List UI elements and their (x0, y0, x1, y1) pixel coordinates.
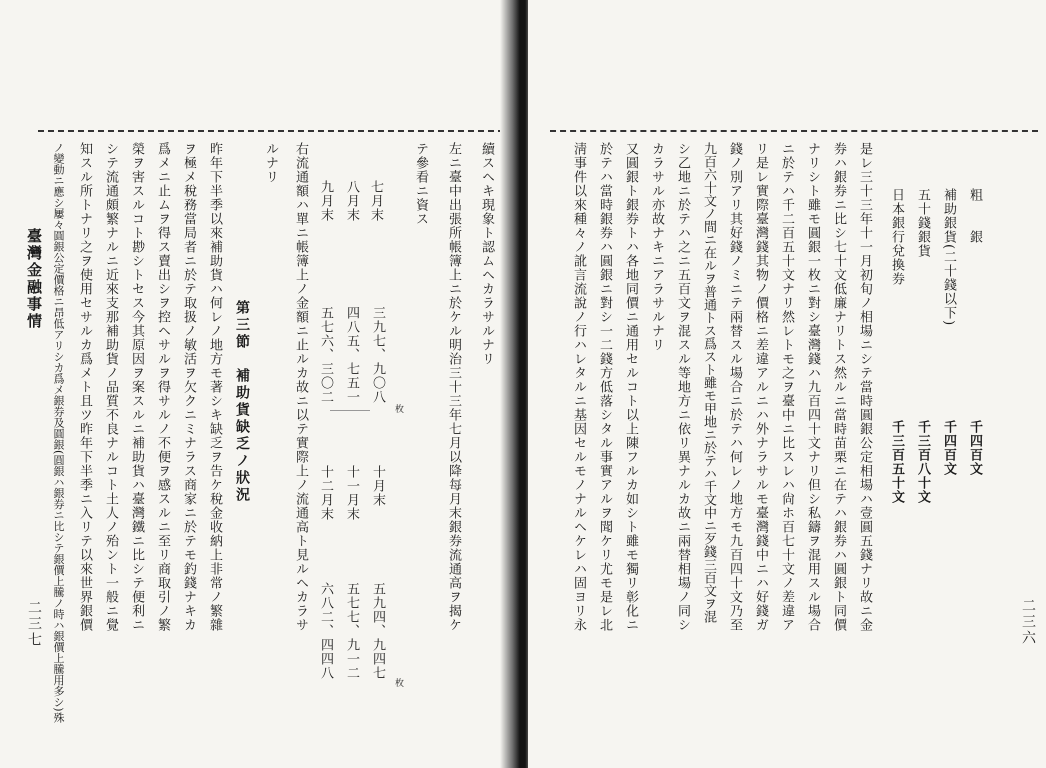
table-unit: 枚 (393, 404, 403, 413)
body-column: 錢ノ別アリ其好錢ノミニテ兩替スル場合ニ於テハ何レノ地方モ九百四十文乃至 (727, 142, 742, 632)
body-column: 昨年下半季以來補助貨ハ何レノ地方モ著シキ缺乏ヲ告ケ稅金收納上非常ノ繁雜 (207, 142, 222, 632)
body-column: シテ流通頗繁ナルニ近來支那補助貨ノ品質不良ナルコト土人ノ殆ント一般ニ覺 (103, 142, 118, 632)
left-page (0, 0, 512, 768)
table-row (368, 582, 387, 680)
body-column: ナリシト雖モ圓銀一枚ニ對シ臺灣錢ハ九百四十文ナリ但シ私鑄ヲ混用スル場合 (805, 142, 820, 632)
list-label: 補助銀貨(二十錢以下) (941, 188, 956, 327)
text-column: 右流通額ハ單ニ帳簿上ノ金額ニ止ルカ故ニ以テ實際上ノ流通高ト見ルヘカラサ (293, 142, 308, 632)
body-column: 券ハ銀券ニ比シ七十文低廉ナリトス然ルニ當時苗栗ニ在テハ銀券ハ圓銀ト同價 (831, 142, 846, 632)
table-value: 五七六、三〇二 (318, 306, 333, 404)
table-value: 三九七、九〇八 (370, 306, 385, 404)
text-column: 續スヘキ現象ト認ムヘカラサルナリ (479, 142, 494, 366)
table-month: 七月末 (368, 180, 383, 222)
table-row (316, 465, 335, 521)
body-column: 知スル所トナリ之ヲ使用セサルカ爲メト且ツ昨年下半季ニ入リテ以來世界銀價 (77, 142, 92, 632)
body-column: ノ變動ニ應シ屢々圓銀公定價格ニ昂低アリシカ爲メ銀券及圓銀(圓銀ハ銀券ニ比シテ銀價上騰ノ時ハ銀價上騰用多シ)殊 (52, 142, 65, 723)
table-month: 十月末 (370, 465, 385, 507)
list-label: 日本銀行兌換券 (889, 188, 904, 286)
body-column: カラサル亦故ナキニアラサルナリ (649, 142, 664, 352)
running-footer: 臺灣金融事情 (25, 228, 43, 330)
table-unit: 枚 (393, 678, 403, 687)
table-row (342, 180, 361, 222)
table-row (368, 306, 387, 404)
table-month: 八月末 (344, 180, 359, 222)
list-value: 千四百文 (941, 420, 956, 476)
table-value: 六八二、四四八 (318, 582, 333, 680)
table-value: 五九四、九四七 (370, 582, 385, 680)
text-column: ルナリ (263, 142, 278, 184)
table-value: 五七七、九一二 (344, 582, 359, 680)
table-row (316, 582, 335, 680)
body-column: シ乙地ニ於テハ之ニ五百文ヲ混スル等地方ニ依リ異ナルカ故ニ兩替相場ノ同シ (675, 142, 690, 632)
table-row (316, 306, 335, 404)
body-column: 爲メニ止ムヲ得ス賣出シヲ控ヘサルヲ得サルノ不便ヲ感スルニ至リ商取引ノ繁 (155, 142, 170, 632)
body-column: 又圓銀ト銀券トハ各地同價ニ通用セルコト以上陳フルカ如シト雖モ獨リ彰化ニ (623, 142, 638, 632)
table-month: 十一月末 (344, 465, 359, 521)
text-column: テ參看ニ資ス (413, 142, 428, 226)
body-column: 九百六十文ノ間ニ在ルヲ普通トス爲スト雖モ甲地ニ於テハ千文中ニ歹錢三百文ヲ混 (701, 142, 716, 623)
list-value: 千四百文 (967, 420, 982, 476)
table-row (342, 306, 361, 404)
table-value: 四八五、七五一 (344, 306, 359, 404)
body-column: ニ於テハ千二百五十文ナリ然レトモ之ヲ臺中ニ比スレハ尙ホ百七十文ノ差違ア (779, 142, 794, 632)
body-column: リ是レ實際臺灣錢其物ノ價格ニ差違アルニハ外ナラサルモ臺灣錢中ニハ好錢ガ (753, 142, 768, 632)
body-column: 於テハ當時銀券ハ圓銀ニ對シ一二錢方低落シタル事實アルヲ聞ケリ尤モ是レ北 (597, 142, 612, 632)
list-label: 粗 銀 (967, 188, 982, 244)
table-month: 十二月末 (318, 465, 333, 521)
page-number: 二三六 (1020, 598, 1036, 646)
table-divider (330, 410, 370, 411)
body-column: 淸事件以來種々ノ訛言流說ノ行ハレタルニ基因セルモノナルヘケレハ固ヨリ永 (571, 142, 586, 632)
table-row (368, 465, 387, 507)
body-column: ヲ極メ稅務當局者ニ於テ取扱ノ敏活ヲ欠クニミナラス商家ニ於テモ釣錢ナキカ (181, 142, 196, 632)
list-value: 千三百五十文 (889, 420, 904, 504)
section-heading: 第三節 補助貨缺乏ノ狀況 (234, 300, 250, 504)
page-number: 二三七 (26, 600, 42, 648)
header-rule (38, 130, 504, 132)
body-column: 榮ヲ害スルコト尠シトセス今其原因ヲ案スルニ補助貨ハ臺灣鐵ニ比シテ便利ニ (129, 142, 144, 632)
list-label: 五十錢銀貨 (915, 188, 930, 258)
right-page (528, 0, 1046, 768)
list-value: 千三百八十文 (915, 420, 930, 504)
header-rule (550, 130, 1038, 132)
table-row (342, 465, 361, 521)
text-column: 左ニ臺中出張所帳簿上ニ於ケル明治三十三年七月以降每月末銀券流通高ヲ揭ケ (446, 142, 461, 632)
table-row (316, 180, 335, 222)
table-month: 九月末 (318, 180, 333, 222)
table-row (366, 180, 385, 222)
body-column: 是レ三十三年十一月初旬ノ相場ニシテ當時圓銀公定相場ハ壹圓五錢ナリ故ニ金 (857, 142, 872, 632)
table-row (342, 582, 361, 680)
